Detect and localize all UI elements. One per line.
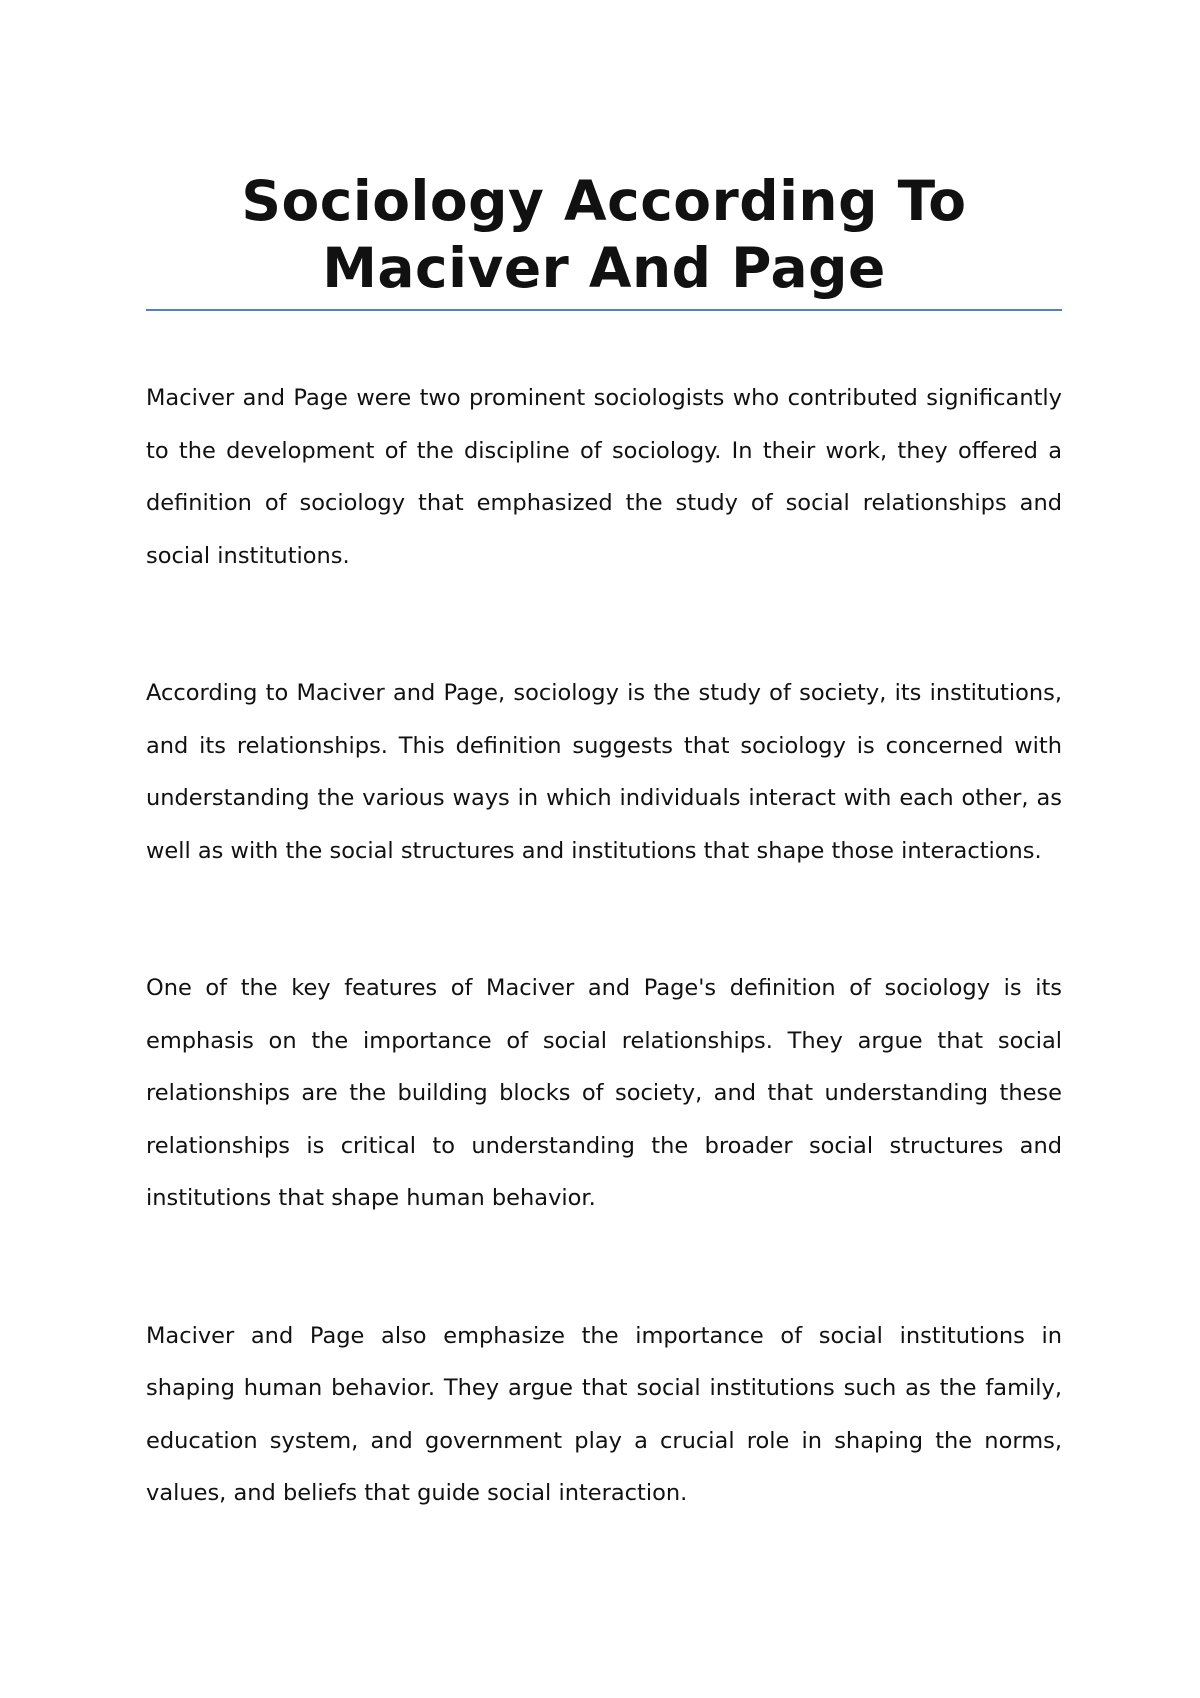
title-line-2: Maciver And Page <box>322 236 886 300</box>
paragraph-4: Maciver and Page also emphasize the importance of social institutions in shaping human behavior. They argue that social institutions such as the family, education system, and government play a crucial role in shaping the norms, values, and beliefs that guide social interaction. <box>146 1322 1062 1506</box>
title-block <box>146 168 1062 302</box>
document-body <box>146 372 1062 1605</box>
title-underline-rule <box>146 309 1062 311</box>
page-title <box>146 168 1062 302</box>
paragraph-3: One of the key features of Maciver and Page's definition of sociology is its emphasis on the importance of social relationships. They argue that social relationships are the building blocks of society, and that understanding these relationships is critical to understanding the broader social structures and institutions that shape human behavior. <box>146 975 1062 1211</box>
title-line-1: Sociology According To <box>241 169 967 233</box>
paragraph-2: According to Maciver and Page, sociology is the study of society, its institutions, and its relationships. This definition suggests that sociology is concerned with understanding the various ways in which individuals interact with each other, as well as with the social structures and institutions that shape those interactions. <box>146 680 1062 864</box>
paragraph-1: Maciver and Page were two prominent sociologists who contributed significantly to the development of the discipline of sociology. In their work, they offered a definition of sociology that emphasized the study of social relationships and social institutions. <box>146 385 1062 569</box>
